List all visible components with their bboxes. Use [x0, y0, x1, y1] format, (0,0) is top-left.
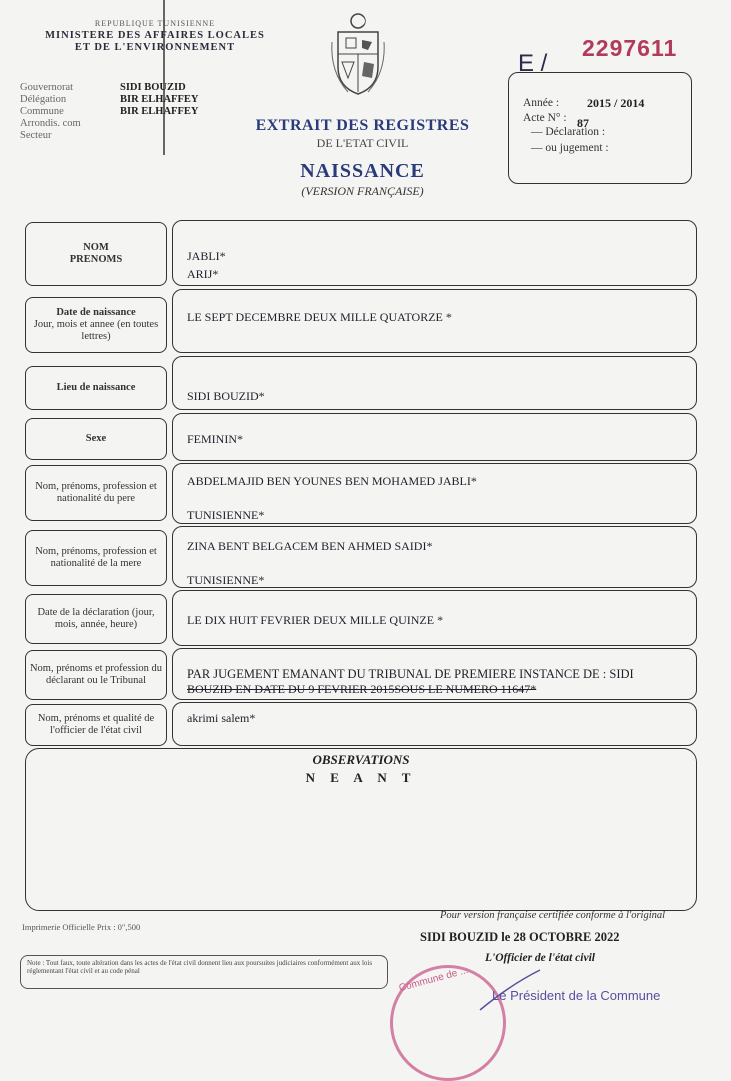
mere-nationality-value: TUNISIENNE*: [187, 573, 265, 587]
admin-labels: [20, 82, 81, 142]
pere-label-box: [25, 465, 167, 521]
date-naissance-label-box: [25, 297, 167, 353]
officier-label-box: [25, 704, 167, 746]
declarant-value-box: [172, 648, 697, 700]
pere-value-box: [172, 463, 697, 524]
sexe-value-box: [172, 413, 697, 461]
date-naissance-value: LE SEPT DECEMBRE DEUX MILLE QUATORZE *: [187, 310, 452, 324]
annee-value: 2015 / 2014: [587, 96, 645, 110]
stamp-text: Commune de ...: [397, 964, 470, 995]
acte-label: Acte N° :: [523, 112, 567, 124]
certification-note: Pour version française certifiée conforme à l'original: [440, 910, 666, 921]
declarant-value-line-2: BOUZID EN DATE DU 9 FEVRIER 2015SOUS LE NUMERO 11647*: [187, 682, 537, 696]
prenom-value: ARIJ*: [187, 267, 219, 281]
annee-label: Année :: [523, 97, 560, 109]
ministry-line-2: ET DE L'ENVIRONNEMENT: [74, 42, 236, 53]
admin-values: [120, 82, 198, 118]
pere-label: Nom, prénoms, profession et nationalité du pere: [35, 481, 157, 504]
document-type: NAISSANCE: [300, 160, 425, 182]
commune-value: BIR ELHAFFEY: [120, 106, 199, 117]
mere-label: Nom, prénoms, profession et nationalité de la mere: [35, 546, 157, 569]
document-subtitle: DE L'ETAT CIVIL: [316, 136, 409, 150]
president-label: Le Président de la Commune: [492, 988, 661, 1003]
declarant-label-box: [25, 650, 167, 700]
mere-label-box: [25, 530, 167, 586]
imprimerie-price: Imprimerie Officielle Prix : 0",500: [22, 922, 141, 932]
lieu-value: SIDI BOUZID*: [187, 389, 265, 403]
serial-number: 2297611: [582, 35, 678, 61]
nom-label-box: [25, 222, 167, 286]
pere-nationality-value: TUNISIENNE*: [187, 508, 265, 522]
nom-label: NOM: [83, 242, 109, 253]
lieu-value-box: [172, 356, 697, 410]
declarant-label: Nom, prénoms et profession du déclarant ou le Tribunal: [29, 663, 163, 686]
prenoms-label: PRENOMS: [69, 254, 123, 265]
nom-value-box: [172, 220, 697, 286]
ministry-line-1: MINISTERE DES AFFAIRES LOCALES: [45, 30, 265, 41]
jugement-label: — ou jugement :: [531, 142, 609, 154]
acte-value: 87: [577, 116, 589, 130]
officier-value-box: [172, 702, 697, 746]
coat-of-arms-icon: [328, 12, 388, 98]
admin-label: Gouvernorat: [20, 82, 74, 93]
declaration-date-value: LE DIX HUIT FEVRIER DEUX MILLE QUINZE *: [187, 613, 444, 627]
declarant-value-line-1: PAR JUGEMENT EMANANT DU TRIBUNAL DE PREMIERE INSTANCE DE : SIDI: [187, 667, 634, 681]
version-label: (VERSION FRANÇAISE): [301, 184, 424, 198]
officer-title: L'Officier de l'état civil: [485, 952, 595, 964]
sexe-label-box: [25, 418, 167, 460]
admin-label: Secteur: [20, 130, 52, 141]
gouvernorat-value: SIDI BOUZID: [120, 82, 186, 93]
observations-value: N E A N T: [305, 770, 417, 785]
sexe-value: FEMININ*: [187, 432, 243, 446]
delegation-value: BIR ELHAFFEY: [120, 94, 199, 105]
declaration-label: — Déclaration :: [531, 126, 606, 138]
officier-label: Nom, prénoms et qualité de l'officier de l'état civil: [37, 713, 155, 736]
republic-label: REPUBLIQUE TUNISIENNE: [94, 19, 216, 28]
lieu-label: Lieu de naissance: [56, 382, 136, 393]
date-naissance-hint: Jour, mois et annee (en toutes lettres): [33, 319, 159, 342]
document-title: EXTRAIT DES REGISTRES: [255, 117, 470, 134]
place-date: SIDI BOUZID le 28 OCTOBRE 2022: [420, 930, 620, 944]
mere-name-value: ZINA BENT BELGACEM BEN AHMED SAIDI*: [187, 539, 433, 553]
admin-label: Arrondis. com: [20, 118, 81, 129]
lieu-label-box: [25, 366, 167, 410]
pere-name-value: ABDELMAJID BEN YOUNES BEN MOHAMED JABLI*: [187, 474, 477, 488]
admin-label: Délégation: [20, 94, 67, 105]
admin-label: Commune: [20, 106, 64, 117]
serial-prefix: E /: [518, 50, 548, 77]
ministry-header: [20, 18, 290, 54]
observations-heading: OBSERVATIONS: [312, 752, 410, 767]
legal-note: Note : Tout faux, toute altération dans les actes de l'état civil donnent lieu aux poursuites judiciaires conformément aux lois réglementant l'état civil et au code pénal: [20, 955, 388, 989]
sexe-label: Sexe: [85, 433, 107, 444]
officier-value: akrimi salem*: [187, 711, 256, 725]
date-naissance-value-box: [172, 289, 697, 353]
declaration-value-box: [172, 590, 697, 646]
nom-value: JABLI*: [187, 249, 226, 263]
declaration-label-box: [25, 594, 167, 644]
year-box: [508, 72, 692, 184]
mere-value-box: [172, 526, 697, 588]
date-naissance-label: Date de naissance: [56, 307, 136, 318]
declaration-date-label: Date de la déclaration (jour, mois, année, heure): [37, 607, 155, 630]
